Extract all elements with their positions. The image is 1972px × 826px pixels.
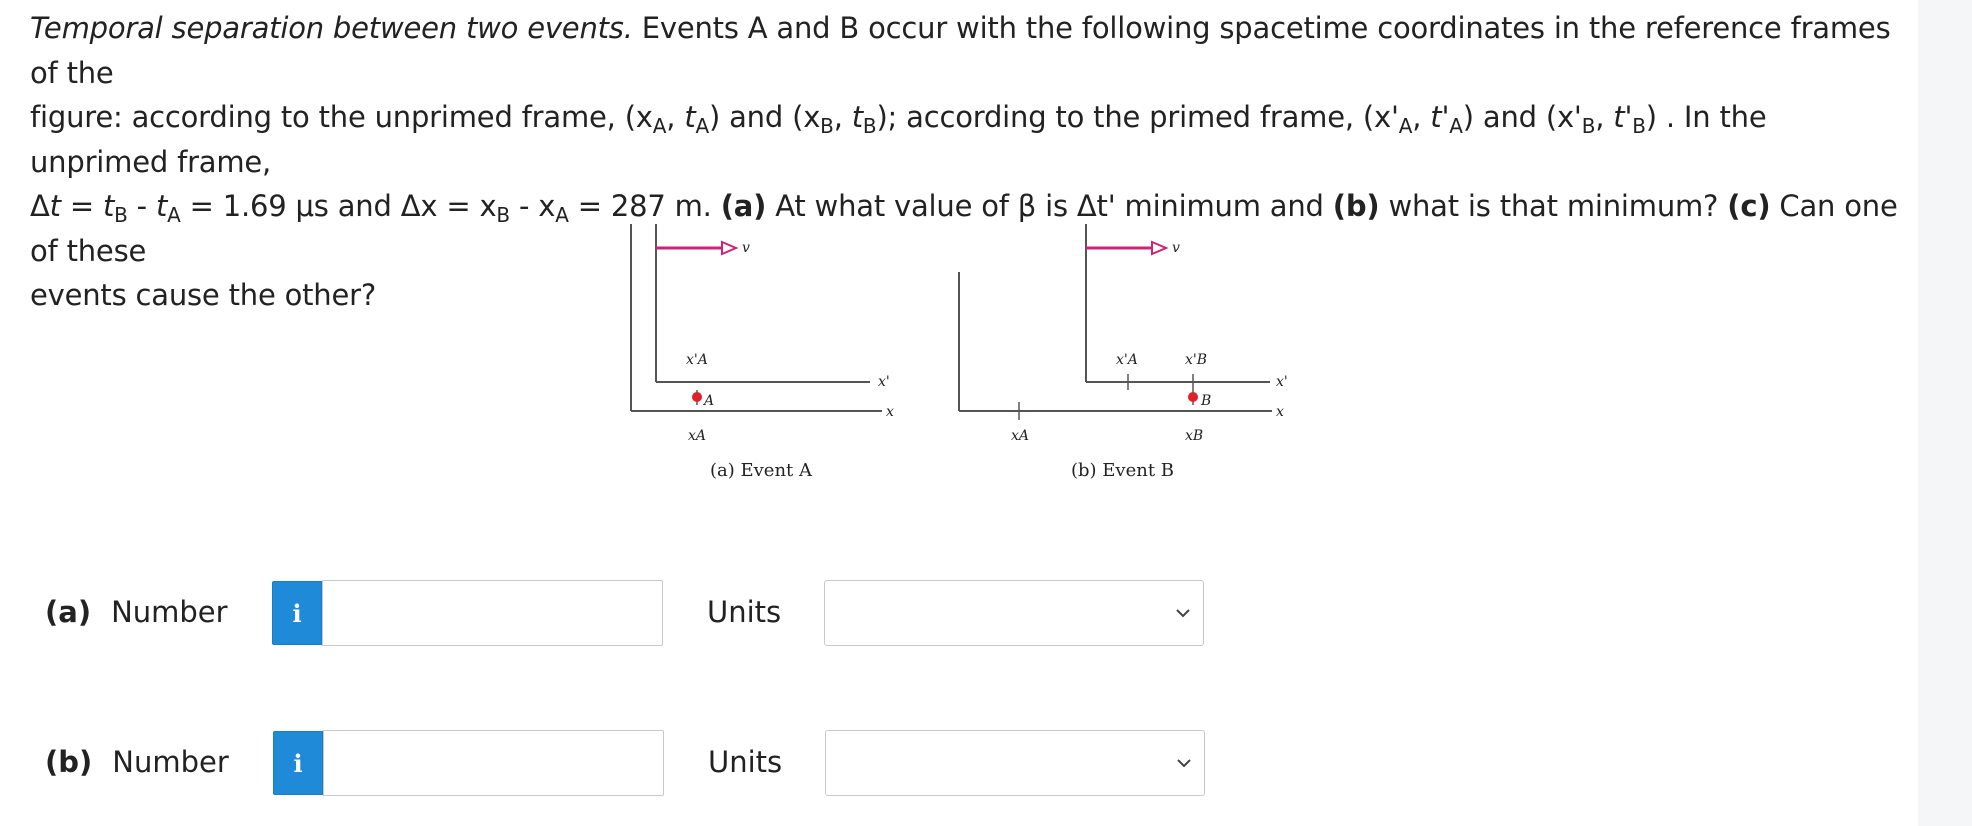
caption-event-a: (a) Event A (710, 460, 813, 481)
units-select-a[interactable] (824, 580, 1204, 646)
x-prime-axis-label-b: x' (1276, 374, 1288, 390)
x-prime-axis-label-a: x' (878, 374, 890, 390)
velocity-arrow-icon-b (1152, 242, 1166, 254)
answer-b-number-input[interactable] (323, 730, 664, 796)
event-b-label: B (1201, 393, 1212, 409)
problem-line-1: Temporal separation between two events. Events A and B occur with the following spacetime coordinates in the reference frames of the (30, 11, 1891, 90)
xA-prime-label-b: x'A (1116, 352, 1138, 368)
figure-panel-b (959, 224, 1288, 481)
xA-label-a: xA (688, 428, 707, 444)
problem-line-3: $\Delta t = t_B - t_A = 1.69$ μs and $\Delta x = x_B - x_A = 287$ m. (a) At what value of β is Δt' minimum and (b) what is that minimum? (c) Can one of these (30, 189, 1898, 268)
xA-label-b: xA (1011, 428, 1030, 444)
delta-t-value: 1.69 μs (222, 189, 329, 223)
velocity-arrow-icon (722, 242, 736, 254)
units-select-b[interactable] (825, 730, 1205, 796)
event-a-label: A (704, 393, 715, 409)
units-label-b: Units (708, 745, 783, 779)
caption-event-b: (b) Event B (1071, 460, 1175, 481)
xB-prime-label: x'B (1185, 352, 1208, 368)
velocity-label-a: v (742, 240, 750, 256)
xB-label: xB (1185, 428, 1204, 444)
chevron-down-icon (1175, 605, 1191, 621)
velocity-label-b: v (1172, 240, 1180, 256)
info-icon[interactable]: i (272, 581, 322, 645)
problem-line-4: events cause the other? (30, 278, 377, 312)
x-axis-label-a: x (886, 404, 894, 420)
figure-panel-a (631, 224, 894, 481)
problem-title: Temporal separation between two events. (30, 11, 633, 45)
units-label-a: Units (707, 595, 782, 629)
answer-row-b-label: (b) Number (45, 745, 229, 779)
chevron-down-icon-b (1176, 755, 1192, 771)
delta-x-value: 287 m (610, 189, 703, 223)
info-icon-b[interactable]: i (273, 731, 323, 795)
event-b-dot (1188, 392, 1198, 402)
x-axis-label-b: x (1276, 404, 1284, 420)
event-a-dot (692, 392, 702, 402)
xA-prime-label-a: x'A (686, 352, 708, 368)
answer-a-number-input[interactable] (322, 580, 663, 646)
problem-line-2: figure: according to the unprimed frame, ($x_A$, $t_A$) and ($x_B$, $t_B$); according to the primed frame, ($x'_A$, $t'_A$) and ($x'_B$, $t'_B$) . In the unprimed frame, (30, 100, 1767, 179)
answer-row-a-label: (a) Number (45, 595, 228, 629)
